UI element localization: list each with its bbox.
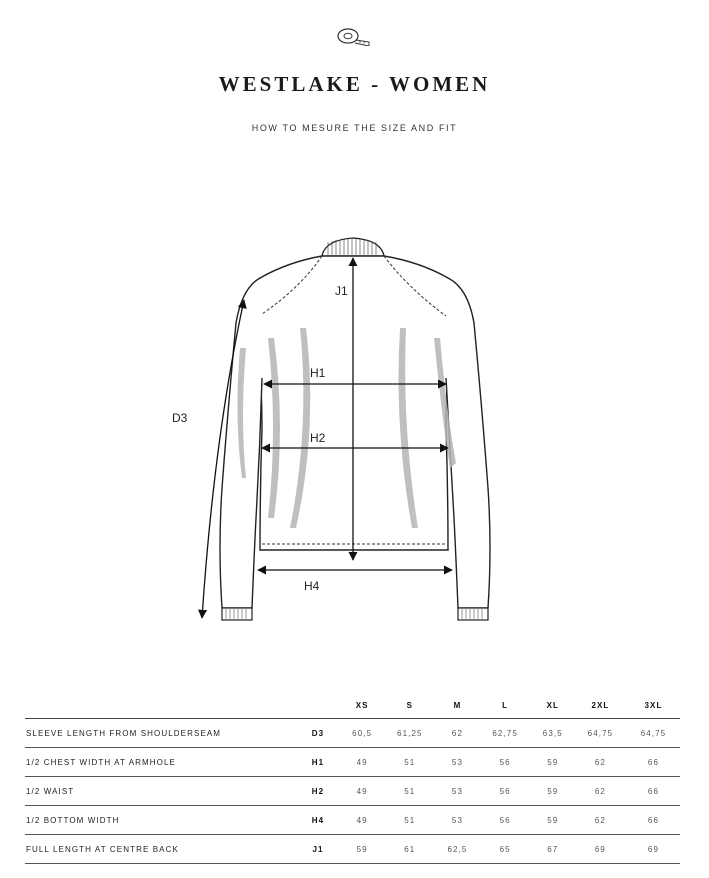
header-empty-code [295, 693, 341, 719]
row-value: 53 [436, 806, 478, 835]
size-header: L [479, 693, 532, 719]
row-value: 49 [341, 777, 383, 806]
row-label: 1/2 CHEST WIDTH AT ARMHOLE [25, 748, 295, 777]
size-header: XL [532, 693, 574, 719]
row-value: 67 [532, 835, 574, 864]
size-table [25, 693, 680, 864]
row-value: 66 [627, 777, 680, 806]
row-value: 56 [479, 806, 532, 835]
table-row [25, 777, 680, 806]
row-value: 51 [383, 777, 436, 806]
label-h1: H1 [310, 366, 326, 380]
row-value: 53 [436, 777, 478, 806]
label-j1: J1 [335, 284, 348, 298]
right-sleeve [446, 278, 490, 608]
row-code: H1 [295, 748, 341, 777]
row-value: 62,75 [479, 719, 532, 748]
row-value: 65 [479, 835, 532, 864]
table-row [25, 748, 680, 777]
row-value: 63,5 [532, 719, 574, 748]
row-code: H4 [295, 806, 341, 835]
row-code: J1 [295, 835, 341, 864]
row-value: 56 [479, 777, 532, 806]
row-value: 64,75 [627, 719, 680, 748]
row-value: 59 [532, 806, 574, 835]
row-label: 1/2 WAIST [25, 777, 295, 806]
size-header: 3XL [627, 693, 680, 719]
row-value: 59 [341, 835, 383, 864]
row-value: 62,5 [436, 835, 478, 864]
table-row [25, 806, 680, 835]
row-value: 69 [574, 835, 627, 864]
label-h2: H2 [310, 431, 326, 445]
row-label: SLEEVE LENGTH FROM SHOULDERSEAM [25, 719, 295, 748]
row-value: 61 [383, 835, 436, 864]
row-label: FULL LENGTH AT CENTRE BACK [25, 835, 295, 864]
size-header: XS [341, 693, 383, 719]
row-value: 64,75 [574, 719, 627, 748]
label-h4: H4 [304, 579, 320, 593]
right-cuff [458, 608, 488, 620]
row-value: 60,5 [341, 719, 383, 748]
size-header: 2XL [574, 693, 627, 719]
page-title: WESTLAKE - WOMEN [218, 72, 491, 96]
left-cuff [222, 608, 252, 620]
row-value: 62 [436, 719, 478, 748]
header-empty-desc [25, 693, 295, 719]
row-value: 51 [383, 748, 436, 777]
row-value: 49 [341, 748, 383, 777]
table-row [25, 719, 680, 748]
row-code: D3 [295, 719, 341, 748]
row-value: 59 [532, 748, 574, 777]
size-header: M [436, 693, 478, 719]
size-header-row [25, 693, 680, 719]
row-value: 59 [532, 777, 574, 806]
row-value: 61,25 [383, 719, 436, 748]
row-label: 1/2 BOTTOM WIDTH [25, 806, 295, 835]
row-value: 53 [436, 748, 478, 777]
row-value: 56 [479, 748, 532, 777]
row-value: 62 [574, 748, 627, 777]
size-header: S [383, 693, 436, 719]
label-d3: D3 [172, 411, 188, 425]
row-value: 62 [574, 806, 627, 835]
jacket-measurement-diagram [150, 228, 570, 628]
row-code: H2 [295, 777, 341, 806]
measuring-tape-icon [336, 26, 372, 46]
row-value: 66 [627, 748, 680, 777]
page-subtitle: HOW TO MESURE THE SIZE AND FIT [251, 123, 458, 133]
collar-rib [322, 238, 384, 256]
row-value: 66 [627, 806, 680, 835]
row-value: 51 [383, 806, 436, 835]
table-row [25, 835, 680, 864]
row-value: 49 [341, 806, 383, 835]
row-value: 69 [627, 835, 680, 864]
row-value: 62 [574, 777, 627, 806]
